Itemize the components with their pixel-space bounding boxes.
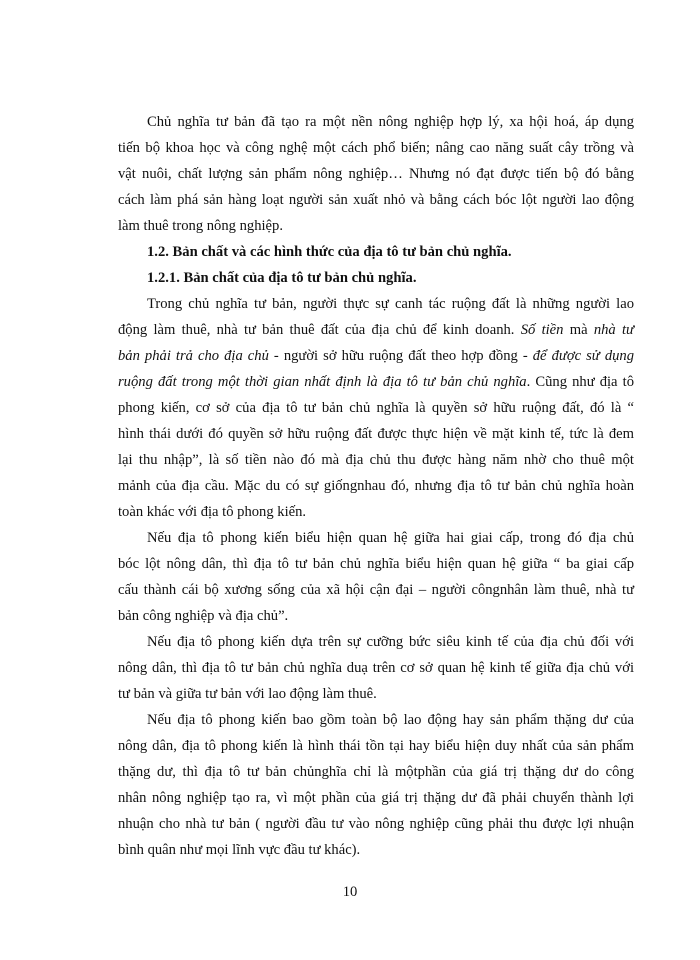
paragraph-3-line-4: bản công nghiệp và địa chủ”. (118, 608, 289, 624)
paragraph-3-line-3: cấu thành cái bộ xương sống của xã hội cận đại – người côngnhân làm thuê, nhà tư (118, 582, 634, 598)
paragraph-2-line-2-italic-d: nhà tư (593, 322, 634, 338)
paragraph-1-line-2: tiến bộ khoa học và công nghệ một cách phổ biến; nâng cao năng suất cây trồng và (118, 140, 634, 156)
paragraph-2-line-1: Trong chủ nghĩa tư bản, người thực sự canh tác ruộng đất là những người lao (147, 296, 634, 312)
paragraph-2-line-2 (118, 321, 634, 339)
paragraph-2-line-8: mảnh của địa cầu. Mặc du có sự giốngnhau đó, nhưng địa tô tư bản chủ nghĩa hoàn (118, 478, 634, 494)
paragraph-1-line-4: cách làm phá sản hàng loạt người sản xuất nhỏ và bằng cách bóc lột người lao động (118, 192, 634, 208)
paragraph-2-line-9: toàn khác với địa tô phong kiến. (118, 504, 307, 520)
paragraph-2-line-4 (118, 373, 634, 391)
paragraph-2-line-3-italic-a: bản phải trả cho địa chủ (118, 348, 269, 364)
page-number: 10 (342, 884, 358, 900)
paragraph-2-line-3-text-b: - người sở hữu ruộng đất theo hợp đồng - (268, 348, 533, 364)
paragraph-1-line-5: làm thuê trong nông nghiệp. (118, 218, 283, 234)
paragraph-1-line-3: vật nuôi, chất lượng sản phẩm nông nghiệp… Nhưng nó đạt được tiến bộ đó bằng (118, 166, 634, 182)
section-heading-1-2-1: 1.2.1. Bản chất của địa tô tư bản chủ nghĩa. (147, 270, 417, 286)
paragraph-4-line-3: tư bản và giữa tư bản với lao động làm thuê. (118, 686, 377, 702)
paragraph-5-line-6: bình quân như mọi lĩnh vực đầu tư khác). (118, 842, 361, 858)
paragraph-4-line-2: nông dân, thì địa tô tư bản chủ nghĩa duạ trên cơ sở quan hệ kinh tế giữa địa chủ với (118, 660, 634, 676)
paragraph-5-line-5: nhuận cho nhà tư bản ( người đầu tư vào nông nghiệp cũng phải thu được lợi nhuận (118, 816, 634, 832)
paragraph-2-line-4-text-b: . Cũng như địa tô (526, 374, 634, 390)
paragraph-2-line-7: lại thu nhập”, là số tiền nào đó mà địa chủ thu được hàng năm nhờ cho thuê một (118, 452, 634, 468)
paragraph-2-line-2-text-a: động làm thuê, nhà tư bản thuê đất của địa chủ để kinh doanh. (118, 322, 521, 338)
paragraph-5-line-4: nhân nông nghiệp tạo ra, vì một phần của giá trị thặng dư đã phải chuyển thành lợi (118, 790, 634, 806)
paragraph-1-line-1: Chủ nghĩa tư bản đã tạo ra một nền nông nghiệp hợp lý, xa hội hoá, áp dụng (147, 114, 634, 130)
paragraph-4-line-1: Nếu địa tô phong kiến dựa trên sự cưỡng bức siêu kinh tế của địa chủ đối với (147, 634, 634, 650)
paragraph-5-line-3: thặng dư, thì địa tô tư bản chủnghĩa chỉ là mộtphần của giá trị thặng dư do công (118, 764, 634, 780)
paragraph-5-line-2: nông dân, địa tô phong kiến là hình thái tồn tại hay biểu hiện duy nhất của sản phẩm (118, 738, 634, 754)
paragraph-2-line-3-italic-c: để được sử dụng (532, 348, 635, 364)
paragraph-3-line-1: Nếu địa tô phong kiến biểu hiện quan hệ giữa hai giai cấp, trong đó địa chủ (147, 530, 634, 546)
paragraph-2-line-2-italic-b: Số tiền (520, 322, 564, 338)
paragraph-2-line-4-italic-a: ruộng đất trong một thời gian nhất định là địa tô tư bản chủ nghĩa (118, 374, 527, 390)
paragraph-2-line-3 (118, 347, 634, 365)
paragraph-3-line-2: bóc lột nông dân, thì địa tô tư bản chủ nghĩa biểu hiện quan hệ giữa “ ba giai cấp (118, 556, 634, 572)
paragraph-2-line-6: hình thái dưới đó quyền sở hữu ruộng đất được thực hiện về mặt kinh tế, tức là đem (118, 426, 634, 442)
section-heading-1-2: 1.2. Bản chất và các hình thức của địa tô tư bản chủ nghĩa. (147, 244, 512, 260)
paragraph-2-line-2-text-c: mà (563, 322, 594, 338)
paragraph-5-line-1: Nếu địa tô phong kiến bao gồm toàn bộ lao động hay sản phẩm thặng dư của (147, 712, 634, 728)
paragraph-2-line-5: phong kiến, cơ sở của địa tô tư bản chủ nghĩa là quyền sở hữu ruộng đất, đó là “ (118, 400, 634, 416)
